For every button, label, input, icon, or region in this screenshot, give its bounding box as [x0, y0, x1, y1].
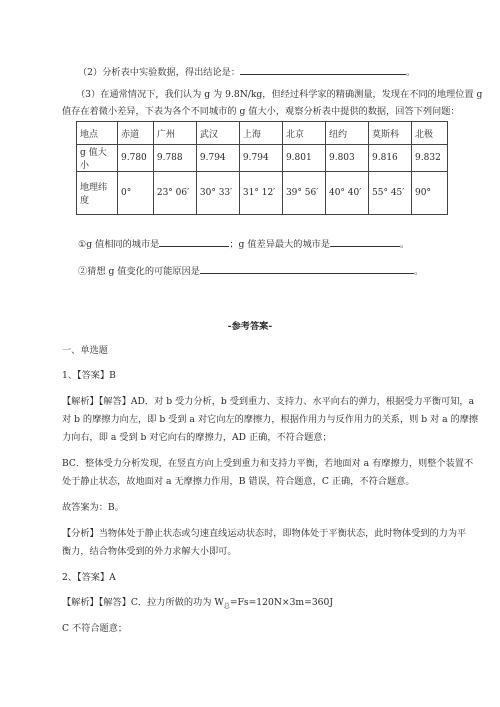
a2-l2: C 不符合题意；: [62, 623, 128, 634]
q3-line1: （3）在通常情况下，我们认为 g 为 9.8N/kg，但经过科学家的精确测量，发现在不同的地理位置 g: [76, 89, 483, 100]
lat-label-1: 地理纬: [80, 183, 108, 193]
table-cell: 23° 06′: [153, 172, 196, 215]
sub1-part1: ①g 值相同的城市是: [78, 239, 160, 250]
q2-line: [78, 64, 500, 78]
a2-l1-pre: 【解析】【解答】C．拉力所做的功为 W: [62, 597, 224, 608]
q2-answer-blank[interactable]: [240, 65, 406, 75]
table-cell: 广州: [153, 122, 196, 145]
table-cell: [77, 172, 118, 215]
table-cell: 纽约: [325, 122, 368, 145]
gravity-table: [76, 121, 448, 215]
a1-l3: 力向右，即 a 受到 b 对它向右的摩擦力，AD 正确，不符合题意；: [62, 432, 332, 443]
table-cell: g 值大小: [77, 145, 118, 172]
table-cell: 武汉: [196, 122, 239, 145]
a2-head: 2、【答案】A: [62, 572, 116, 583]
answers-title: -参考答案-: [227, 321, 273, 332]
table-cell: 9.801: [282, 145, 325, 172]
table-cell: 55° 45′: [369, 172, 412, 215]
table-cell: 9.803: [325, 145, 368, 172]
a1-l6: 故答案为：B。: [62, 502, 124, 513]
table-cell: 赤道: [118, 122, 154, 145]
table-cell: 40° 40′: [325, 172, 368, 215]
table-cell: 39° 56′: [282, 172, 325, 215]
sub1-end: 。: [400, 239, 410, 250]
table-header-row: [77, 122, 448, 145]
a1-l2: 对 b 的摩擦力向左，即 b 受到 a 对它向左的摩擦力，根据作用力与反作用力的关系，则 b 对 a 的摩擦: [62, 414, 479, 425]
table-cell: 9.794: [196, 145, 239, 172]
a1-l5: 处于静止状态，故地面对 a 无摩擦力作用，B 错误，符合题意，C 正确，不符合题意。: [62, 476, 415, 487]
answers-section: 一、单选题: [62, 345, 108, 356]
a1-l7: 【分析】当物体处于静止状态或匀速直线运动状态时，即物体处于平衡状态，此时物体受到的力为平: [62, 528, 467, 539]
table-cell: 上海: [239, 122, 282, 145]
table-cell: 30° 33′: [196, 172, 239, 215]
table-cell: 北极: [412, 122, 448, 145]
table-cell: 9.780: [118, 145, 154, 172]
table-cell: 0°: [118, 172, 154, 215]
table-cell: 莫斯科: [369, 122, 412, 145]
q2-label: （2）分析表中实验数据，得出结论是：: [78, 67, 241, 78]
table-cell: 9.832: [412, 145, 448, 172]
a2-l1-post: =Fs=120N×3m=360J: [229, 597, 334, 608]
a1-l1: 【解析】【解答】AD．对 b 受力分析，b 受到重力、支持力、水平向右的弹力，根据受力平衡可知，a: [62, 396, 475, 407]
table-cell: 9.794: [239, 145, 282, 172]
table-row-latitude: [77, 172, 448, 215]
a2-l1: [62, 594, 500, 610]
a2-l1-sub: 总: [223, 602, 230, 610]
table-cell: 北京: [282, 122, 325, 145]
sub2-blank[interactable]: [200, 264, 414, 274]
lat-label-2: 度: [80, 196, 90, 206]
q2-end: 。: [406, 67, 416, 78]
sub2-line: [78, 263, 500, 277]
sub2-label: ②猜想 g 值变化的可能原因是: [78, 266, 200, 277]
sub1-blank1[interactable]: [159, 237, 229, 247]
sub1-line: [78, 236, 500, 250]
q3-line2: 值存在着微小差异，下表为各个不同城市的 g 值大小，观察分析表中提供的数据，回答下列问题：: [62, 106, 460, 117]
a1-head: 1、【答案】B: [62, 370, 116, 381]
table-cell: 31° 12′: [239, 172, 282, 215]
table-cell: 9.788: [153, 145, 196, 172]
table-cell: 90°: [412, 172, 448, 215]
a1-l4: BC．整体受力分析发现，在竖直方向上受到重力和支持力平衡，若地面对 a 有摩擦力，则整个装置不: [62, 458, 474, 469]
sub2-end: 。: [413, 266, 424, 277]
table-cell: 地点: [77, 122, 118, 145]
a1-l8: 衡力，结合物体受到的外力求解大小即可。: [62, 546, 237, 557]
table-row-g: [77, 145, 448, 172]
sub1-part2: ；g 值差异最大的城市是: [229, 239, 331, 250]
table-cell: 9.816: [369, 145, 412, 172]
sub1-blank2[interactable]: [330, 237, 400, 247]
